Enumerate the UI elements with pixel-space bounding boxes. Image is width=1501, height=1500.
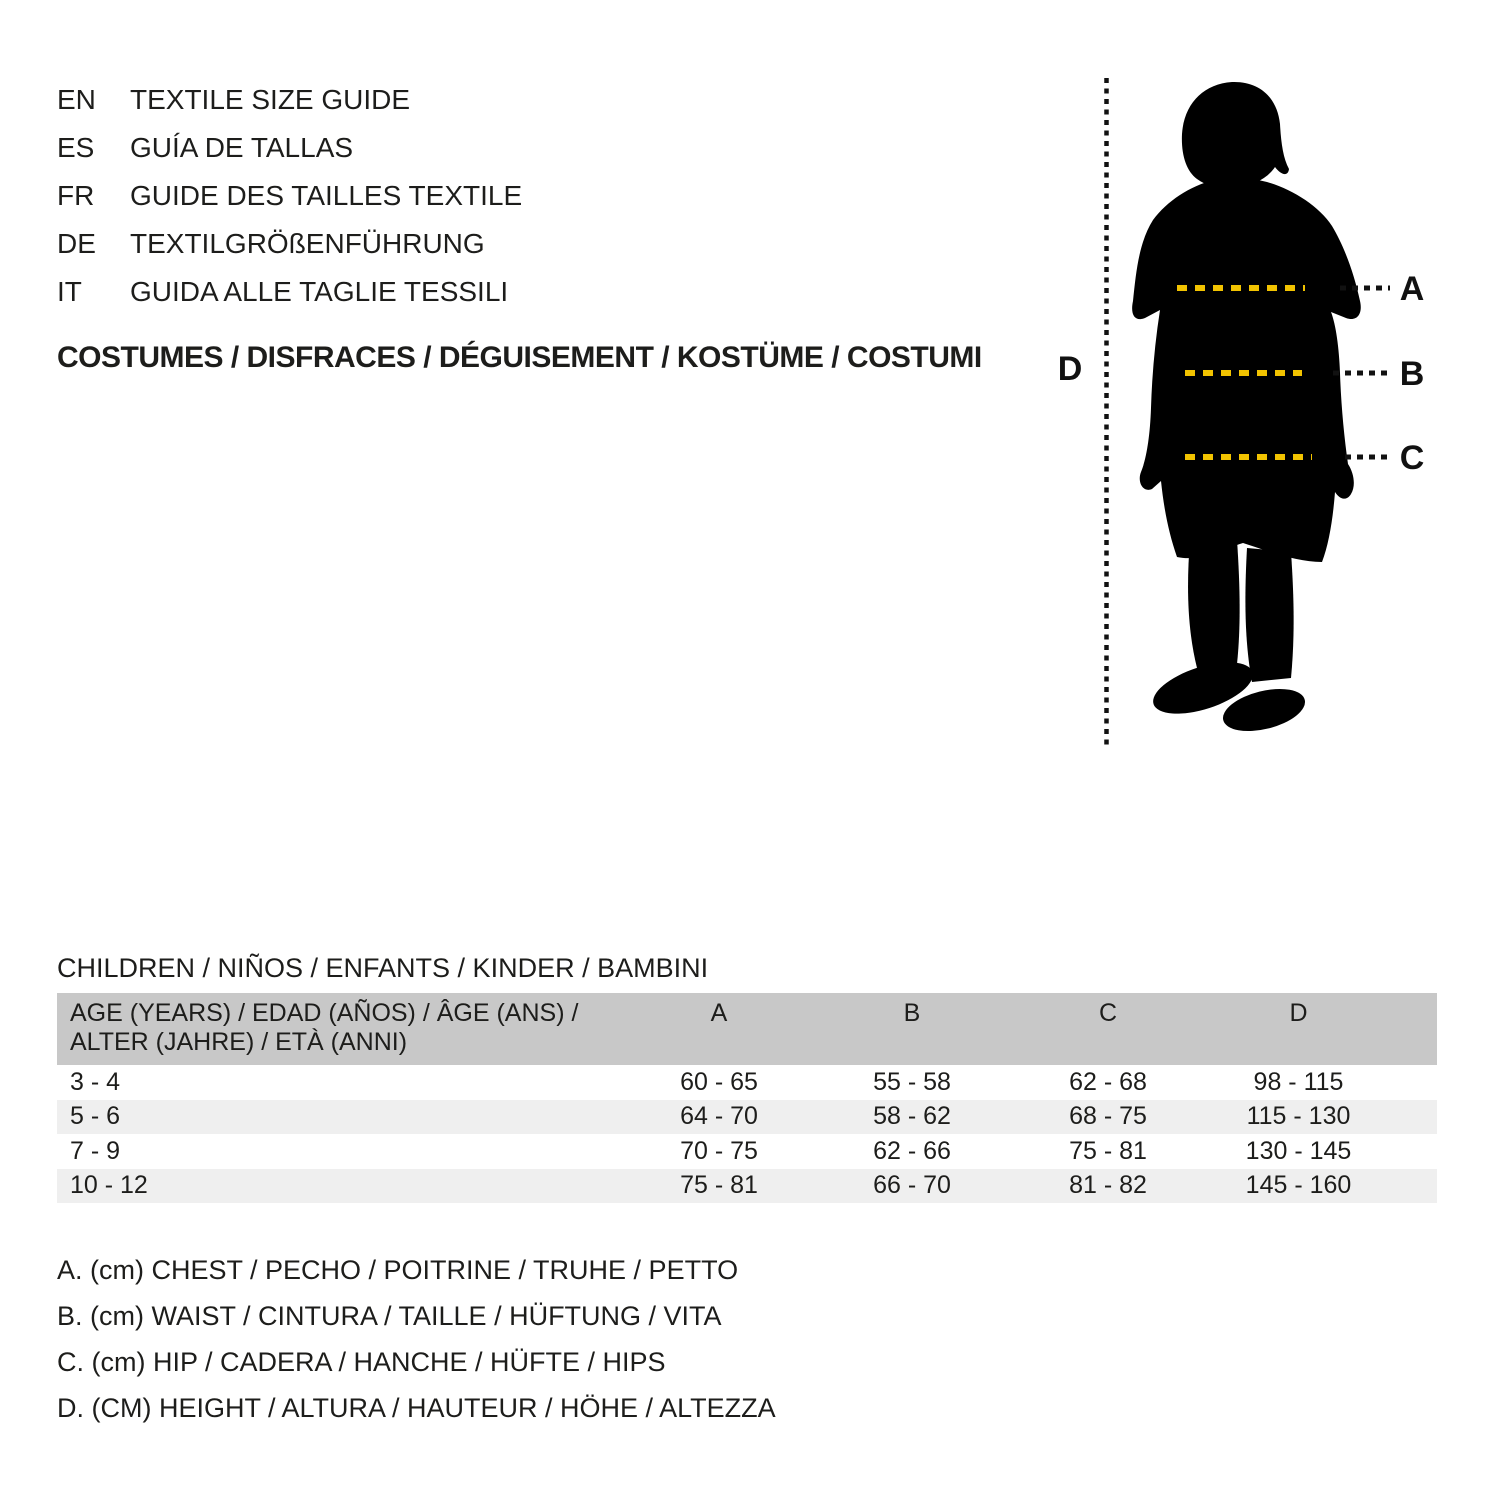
silhouette-right-leg [1245,548,1293,682]
legend-item-height: D. (CM) HEIGHT / ALTURA / HAUTEUR / HÖHE / ALTEZZA [57,1392,776,1423]
size-table-header [57,993,1437,1065]
chest-value: 75 - 81 [680,1171,758,1200]
height-value: 145 - 160 [1245,1171,1352,1200]
category-title: COSTUMES / DISFRACES / DÉGUISEMENT / KOSTÜME / COSTUMI [57,341,982,374]
list-item [57,76,522,124]
column-header-c: C [1098,999,1118,1027]
list-item [57,172,522,220]
waist-value: 66 - 70 [873,1171,951,1200]
language-guide-title: GUÍA DE TALLAS [130,132,354,163]
language-code: DE [57,228,96,259]
table-row [57,1134,1437,1169]
age-value: 7 - 9 [70,1136,121,1165]
hip-value: 62 - 68 [1069,1067,1147,1096]
height-value: 130 - 145 [1245,1136,1352,1165]
legend-item-waist: B. (cm) WAIST / CINTURA / TAILLE / HÜFTUNG / VITA [57,1300,722,1331]
age-value: 3 - 4 [70,1067,121,1096]
age-column-header [57,993,624,1065]
list-item [57,124,522,172]
age-header-line2: ALTER (JAHRE) / ETÀ (ANNI) [70,1028,408,1056]
language-guide-list [57,76,522,316]
height-value: 98 - 115 [1253,1067,1344,1096]
waist-value: 55 - 58 [873,1067,951,1096]
column-header-b: B [903,999,921,1027]
waist-value: 58 - 62 [873,1102,951,1131]
chest-value: 70 - 75 [680,1136,758,1165]
language-guide-title: GUIDA ALLE TAGLIE TESSILI [130,276,509,307]
legend-item-hip: C. (cm) HIP / CADERA / HANCHE / HÜFTE / HIPS [57,1346,666,1377]
age-value: 10 - 12 [70,1171,148,1200]
waist-value: 62 - 66 [873,1136,951,1165]
size-table [57,993,1437,1203]
language-guide-title: TEXTILGRÖßENFÜHRUNG [130,228,485,259]
language-code: EN [57,84,96,115]
chest-value: 64 - 70 [680,1102,758,1131]
column-header-d: D [1289,999,1308,1027]
language-guide-title: GUIDE DES TAILLES TEXTILE [130,180,523,211]
waist-label: B [1399,355,1425,393]
list-item [57,268,522,316]
age-value: 5 - 6 [70,1102,121,1131]
height-value: 115 - 130 [1246,1102,1351,1131]
child-silhouette-image [1132,82,1361,739]
section-title-children: CHILDREN / NIÑOS / ENFANTS / KINDER / BAMBINI [57,953,709,983]
hip-value: 75 - 81 [1069,1136,1147,1165]
table-row [57,1100,1437,1135]
list-item [57,220,522,268]
chest-value: 60 - 65 [680,1067,758,1096]
chest-label: A [1399,270,1425,308]
language-code: ES [57,132,95,163]
column-header-a: A [710,999,728,1027]
hip-value: 68 - 75 [1069,1102,1147,1131]
hip-label: C [1399,439,1425,477]
table-row [57,1169,1437,1204]
measurement-legend [57,1247,776,1431]
hip-value: 81 - 82 [1069,1171,1147,1200]
silhouette-left-leg [1188,540,1240,668]
table-row [57,1065,1437,1100]
silhouette-torso [1132,178,1361,562]
language-guide-title: TEXTILE SIZE GUIDE [130,84,411,115]
language-code: FR [57,180,95,211]
language-code: IT [57,276,82,307]
age-header-line1: AGE (YEARS) / EDAD (AÑOS) / ÂGE (ANS) / [70,999,579,1027]
legend-item-chest: A. (cm) CHEST / PECHO / POITRINE / TRUHE / PETTO [57,1254,739,1285]
height-label: D [1057,350,1083,388]
measurement-figure [1040,70,1460,760]
